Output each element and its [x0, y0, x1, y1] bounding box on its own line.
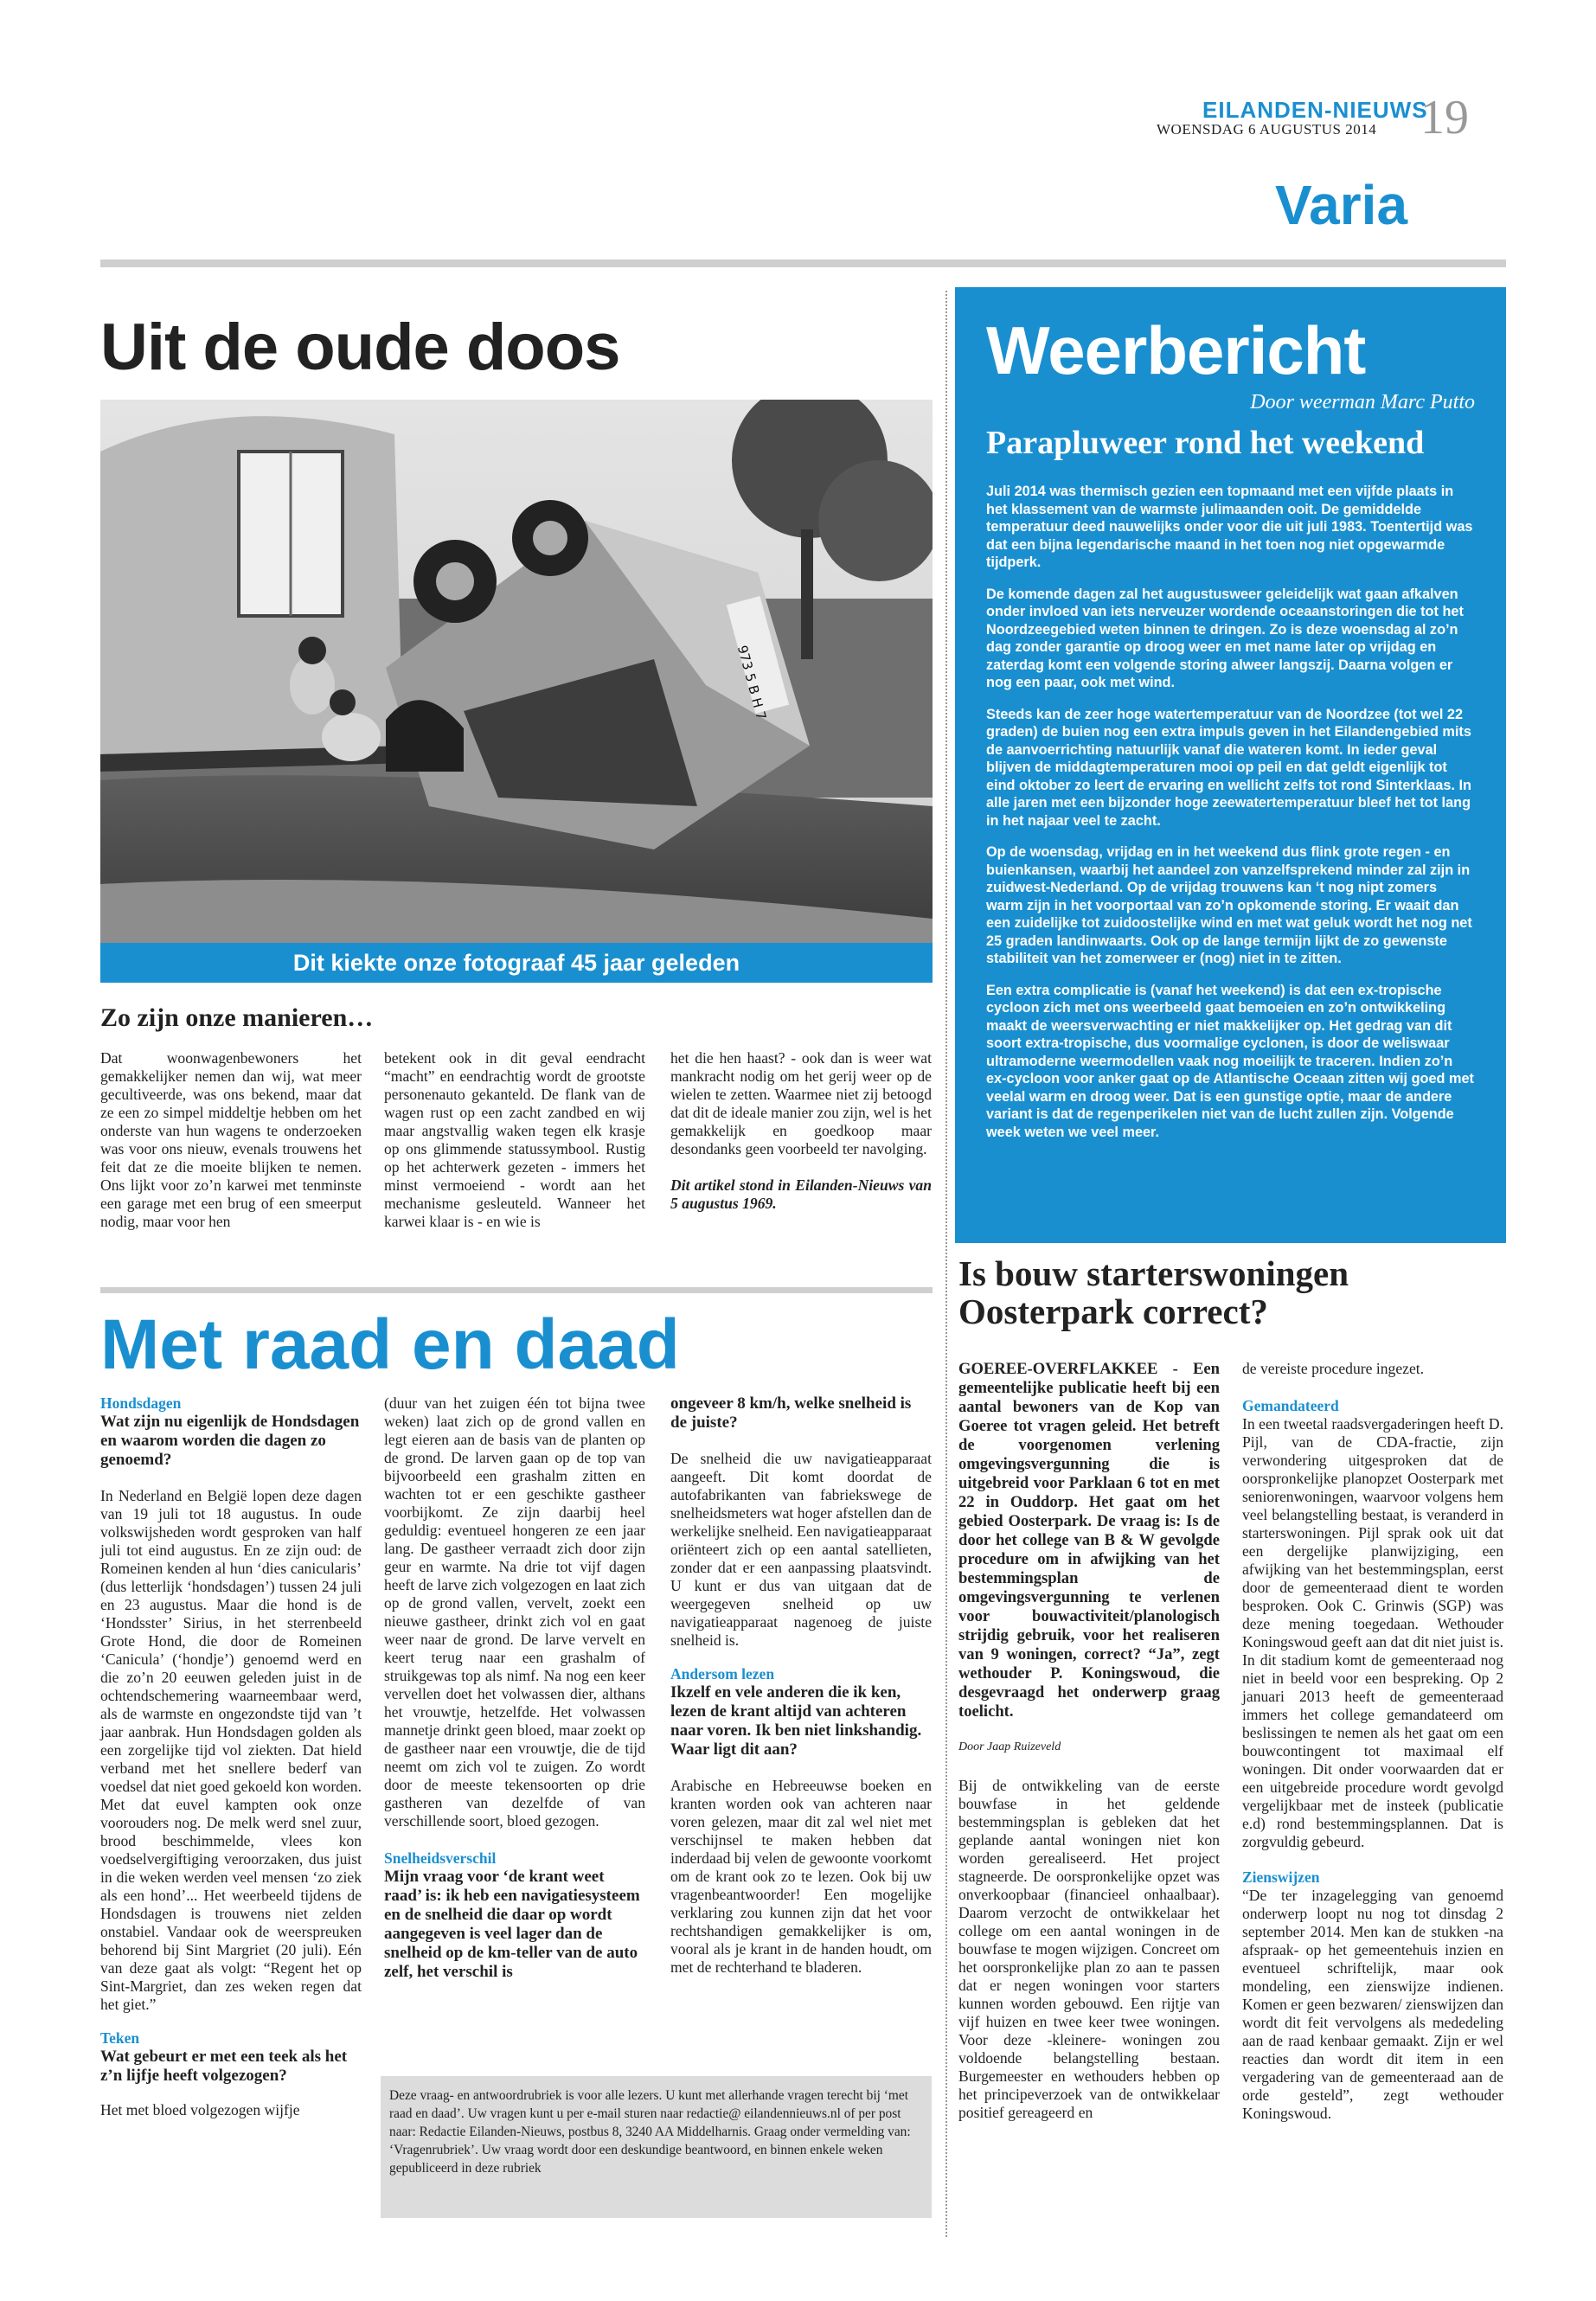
raad-answer: De snelheid die uw navigatieapparaat aangeeft. Dit komt doordat de autofabrikanten van fabriekswege de snelheidsmeters wat hoger afstellen dan de werkelijke snelheid. Een navigatieapparaat oriënteert zich op een aantal satellieten, zonder dat er een aanpassing plaatsvindt. U kunt er dus van uitgaan dat de weergegeven snelheid op uw navigatieapparaat nagenoeg de juiste snelheid is.	[670, 1450, 932, 1649]
raad-headline: Met raad en daad	[100, 1305, 680, 1384]
page-number: 19	[1420, 91, 1469, 144]
bouw-body: “De ter inzagelegging van genoemd onderwerp loopt nu nog tot dinsdag 2 september 2014. Men kan de stukken -na afspraak- op het gemeentehuis inzien en eventueel schriftelijk, maar ook mondeling, een zienswijze indienen. Komen er geen bezwaren/ zienswijzen dan wordt dit feit vervolgens als mededeling aan de raad kenbaar gemaakt. Zijn er wel reacties dan wordt dit item in een vergadering van de gemeenteraad aan de orde gesteld”, zegt wethouder Koningswoud.	[1242, 1887, 1503, 2122]
oude-doos-col1: Dat woonwagenbewoners het gemakkelijker nemen dan wij, wat meer gecultiveerde, was ons bekend, maar dat ze een zo simpel middeltje hebben om het onderste van hun wagens te onderzoeken was voor ons nieuw, evenals trouwens het feit dat ze die moeite blijken te nemen. Ons lijkt voor zo’n karwei met tenminste een garage met een brug of een smeerput nodig, maar voor hen	[100, 1049, 362, 1230]
raad-answer: Arabische en Hebreeuwse boeken en kranten worden ook van achteren naar voren gelezen, maar dit zal wel niet met verschijnsel te maken hebben dat inderdaad bij velen de gewoonte voorkomt om de krant ook zo te lezen. Ook bij uw vragenbeantwoorder! Een mogelijke verklaring zou kunnen zijn dat het voor rechtshandigen gemakkelijker is om, vooral als je krant in de handen houdt, om met de rechterhand te bladeren.	[670, 1777, 932, 1976]
weather-subtitle: Parapluweer rond het weekend	[986, 425, 1425, 461]
weather-paragraph: De komende dagen zal het augustusweer geleidelijk wat gaan afkalven onder invloed van iets nerveuzer wordende oceaanstoringen die tot het Noordzeegebied weten binnen te dringen. Zo is deze woensdag al zo’n dag zonder garantie op droog weer en met name later op vrijdag en zaterdag komt een volgende storing alweer langszij. Daarna volgen er nog een paar, ook met wind.	[986, 586, 1464, 690]
raad-question: Mijn vraag voor ‘de krant weet raad’ is: ik heb een navigatiesysteem en de snelheid die daar op wordt aangegeven is veel lager dan de snelheid op de km-teller van de auto zelf, het verschil is	[384, 1868, 640, 1981]
bouw-subhead: Gemandateerd	[1242, 1397, 1339, 1414]
bouw-body: Bij de ontwikkeling van de eerste bouwfase in het geldende bestemmingsplan is gebleken dat het geplande aantal woningen niet kon worden gerealiseerd. Het project stagneerde. De oorspronkelijke opzet was onverkoopbaar (financieel onhaalbaar). Daarom verzocht de ontwikkelaar het college om een aantal woningen in de bouwfase te mogen wijzigen. Concreet om het oorspronkelijke plan zo aan te passen dat er negen woningen voor starters kunnen worden gebouwd. Een rijtje van vijf huizen en twee keer twee woningen. Voor deze -kleinere- woningen zou voldoende belangstelling bestaan. Burgemeester en wethouders hebben op het principeverzoek van de ontwikkelaar positief gereageerd en	[958, 1777, 1220, 2121]
raad-question: ongeveer 8 km/h, welke snelheid is de juiste?	[670, 1394, 912, 1432]
oude-doos-headline: Uit de oude doos	[100, 311, 620, 384]
oude-doos-col2: betekent ook in dit geval eendracht “macht” en eendrachtig wordt de grootste personenauto gekanteld. De flank van de wagen rust op een zacht zandbed en wij maar angstvallig waken tegen elk krasje op ons glimmende statussymbool. Rustig op het achterwerk gezeten - immers het minst vermoeiend - wordt aan het mechanisme gesleuteld. Wanneer het karwei klaar is - en wie is	[384, 1049, 645, 1230]
raad-answer: (duur van het zuigen één tot bijna twee weken) laat zich op de grond vallen en legt eieren aan de basis van de planten op de grond. De larven gaan op de top van bijvoorbeeld een grashalm zitten en wachten tot er een geschikte gastheer voorbijkomt. Ze zijn daarbij heel geduldig: eventueel hongeren ze een jaar lang. De gastheer verraadt zich door zijn geur en warmte. Na drie tot vijf dagen heeft de larve zich volgezogen en laat zich op de grond vallen, vervelt, zoekt een nieuwe gastheer, drinkt zich vol en gaat weer naar de grond. De larve vervelt en keert terug naar een grashalm of struikgewas top als nimf. Na nog een keer vervellen doet het volwassen dier, althans het vrouwtje, hetzelfde. Het volwassen mannetje drinkt geen bloed, maar zoekt op de gastheer naar een vrouwtje, die de tijd neemt om zich vol te zuigen. Zo wordt door de meeste tekensoorten op drie gastheren van dezelfde of van verschillende soort, bloed gezogen.	[384, 1394, 645, 1830]
oude-doos-note: Dit artikel stond in Eilanden-Nieuws van 5 augustus 1969.	[670, 1176, 932, 1212]
raad-answer: In Nederland en België lopen deze dagen van 19 juli tot 18 augustus. In oude volkswijsheden wordt gesproken van half juli tot eind augustus. En ze zijn oud: de Romeinen kenden al hun ‘dies canicularis’ (dus letterlijk ‘hondsdagen’) tussen 24 juli en 23 augustus. Maar die hond is de ‘Hondsster’ Sirius, in het sterrenbeeld Grote Hond, die door de Romeinen ‘Canicula’ (‘hondje’) genoemd werd en die zo’n 20 eeuwen geleden juist in de ochtendschemering waarneembaar werd, als de warmste en ongezondste tijd van ’t jaar aanbrak. Hun Hondsdagen golden als een zorgelijke tijd vol ziekten. Dat hield verband met het snellere bederf van voedsel dat niet goed gekoeld kon worden. Met dat euvel kampten ook onze voorouders nog. De melk werd snel zuur, brood beschimmelde, vlees kon voedselvergiftiging veroorzaken, dus juist in die weken werden veel mensen ‘zo ziek als een hond’... Het weerbeeld tijdens de Hondsdagen is trouwens niet zelden onstabiel. Vandaar ook de weerspreuken behorend bij Sint Margriet (20 juli). Eén van deze gaat als volgt: “Regent het op Sint-Margriet, dan zes weken regen dat het giet.”	[100, 1487, 362, 2013]
weather-paragraph: Juli 2014 was thermisch gezien een topmaand met een vijfde plaats in het klassement van de warmste julimaanden ooit. De gemiddelde temperatuur deed nauwelijks onder voor die uit juli 1983. Toentertijd was dat een bijna legendarische maand in het toen nog niet opgewarmde tijdperk.	[986, 484, 1473, 570]
oude-doos-subtitle: Zo zijn onze manieren…	[100, 1003, 374, 1032]
bouw-headline: Is bouw starterswoningen Oosterpark correct?	[958, 1253, 1349, 1331]
oude-doos-col3: het die hen haast? - ook dan is weer wat mankracht nodig om het gerij weer op de wielen te zetten. Waarmee niet zij betoogd dat dit de ideale manier zou zijn, wel is het gemakkelijk en goedkoop maar desondanks geen voorbeeld ter navolging.	[670, 1049, 932, 1157]
bouw-body: de vereiste procedure ingezet.	[1242, 1360, 1425, 1377]
license-plate-text: 973 5 B H 7	[734, 644, 770, 722]
bouw-subhead: Zienswijzen	[1242, 1868, 1320, 1886]
raad-subhead: Hondsdagen	[100, 1394, 182, 1412]
section-title: Varia	[1275, 174, 1408, 236]
raad-subhead: Snelheidsverschil	[384, 1849, 497, 1867]
top-rule	[100, 260, 1506, 267]
raad-info-box: Deze vraag- en antwoordrubriek is voor alle lezers. U kunt met allerhande vragen terecht bij ‘met raad en daad’. Uw vragen kunt u per e-mail sturen naar redactie@ eilandennieuws.nl of per post naar: Redactie Eilanden-Nieuws, postbus 8, 3240 AA Middelharnis. Graag onder vermelding van: ‘Vragenrubriek’. Uw vraag wordt door een deskundige beantwoord, en binnen enkele weken gepubliceerd in deze rubriek	[381, 2076, 932, 2218]
column-divider	[945, 291, 947, 2237]
masthead-name: EILANDEN-NIEUWS	[1202, 97, 1428, 123]
weather-box	[955, 287, 1506, 1243]
weather-paragraph: Steeds kan de zeer hoge watertemperatuur van de Noordzee (tot wel 22 graden) de buien nog een extra impuls geven in het Eilandengebied mits de aanvoerrichting natuurlijk vanaf die wateren komt. In ieder geval blijven de middagtemperaturen mooi op peil en dat geldt eigenlijk tot eind oktober zo leert de ervaring en wellicht zelfs tot rond Sinterklaas. In alle jaren met een bijzonder hoge zeewatertemperatuur bleef het tot lang in het najaar veel te zacht.	[986, 706, 1471, 829]
weather-byline: Door weerman Marc Putto	[1250, 391, 1475, 413]
raad-question: Ikzelf en vele anderen die ik ken, lezen de krant altijd van achteren naar voren. Ik ben niet linkshandig. Waar ligt dit aan?	[670, 1683, 922, 1759]
masthead-date: WOENSDAG 6 AUGUSTUS 2014	[1157, 121, 1377, 138]
raad-subhead: Andersom lezen	[670, 1665, 775, 1682]
raad-question: Wat gebeurt er met een teek als het z’n lijfje heeft volgezogen?	[100, 2048, 348, 2085]
weather-headline: Weerbericht	[986, 312, 1366, 388]
archive-photo	[100, 400, 933, 943]
raad-subhead: Teken	[100, 2029, 140, 2047]
weather-body	[986, 483, 1476, 1155]
mid-rule	[100, 1287, 933, 1293]
bouw-body: In een tweetal raadsvergaderingen heeft D. Pijl, van de CDA-fractie, zijn verwondering uitgesproken dat de oorspronkelijke planopzet Oosterpark met seniorenwoningen, waarvoor volgens hem veel belangstelling bestaat, is veranderd in starterswoningen. Pijl sprak ook uit dat een dergelijke planwijziging, een afwijking van het bestemmingsplan, eerst door de gemeenteraad dient te worden besproken. Ook C. Grinwis (SGP) was deze mening toegedaan. Wethouder Koningswoud geeft aan dat dit niet juist is. In dit stadium komt de gemeenteraad nog niet in beeld voor een bespreking. Op 2 januari 2013 heeft de gemeenteraad immers het college gemandateerd om beslissingen te nemen als het gaat om een bouwcontingent tot maximaal elf woningen. Dit onder voorwaarden dat er een uitgebreide procedure wordt gevolgd vergelijkbaar met de insteek (publicatie e.d) rond bestemmingsplannen. Dat is zorgvuldig gebeurd.	[1242, 1415, 1503, 1850]
weather-paragraph: Op de woensdag, vrijdag en in het weekend dus flink grote regen - en buienkansen, waarbij het aandeel zon vanzelfsprekend minder zal zijn in zuidwest-Nederland. Op de vrijdag trouwens kan ‘t nog nipt zomers warm zijn in het voorportaal van zo’n opkomende storing. Er waait dan een zuidelijke tot zuidoostelijke wind en met wat geluk wordt het nog net 25 graden landinwaarts. Ook op de lange termijn lijkt de zo gewenste stabiliteit van het zomerweer er (nog) niet in te zitten.	[986, 844, 1472, 966]
bouw-intro: GOEREE-OVERFLAKKEE - Een gemeentelijke publicatie heeft bij een aantal bewoners van de Kop van Goeree tot vragen geleid. Het betreft de voorgenomen verlening omgevingsvergunning die is uitgebreid voor Parklaan 6 tot en met 22 in Ouddorp. Het gaat om het gebied Oosterpark. De vraag is: Is de door het college van B & W gevolgde procedure om in afwijking van het bestemmingsplan de omgevingsvergunning te verlenen voor bouwactiviteit/planologisch strijdig gebruik, voor het realiseren van 9 woningen, correct? “Ja”, zegt wethouder P. Koningswoud, die desgevraagd het onderwerp graag toelicht.	[958, 1360, 1220, 1721]
raad-answer: Het met bloed volgezogen wijfje	[100, 2101, 300, 2118]
raad-question: Wat zijn nu eigenlijk de Hondsdagen en waarom worden die dagen zo genoemd?	[100, 1413, 360, 1469]
photo-caption: Dit kiekte onze fotograaf 45 jaar geleden	[100, 943, 933, 983]
bouw-byline: Door Jaap Ruizeveld	[958, 1740, 1061, 1753]
weather-paragraph: Een extra complicatie is (vanaf het weekend) is dat een ex-tropische cycloon zich met ons weerbeeld gaat bemoeien en zo’n ontwikkeling maakt de weersverwachting er niet makkelijker op. Het gedrag van dit soort extra-tropische, dus voormalige cyclonen, is door de weliswaar ultramoderne weermodellen vaak nog moeilijk te traceren. Indien zo’n ex-cycloon voor anker gaat op de Atlantische Oceaan zitten wij goed met veelal warm en droog weer. Dat is een gunstige optie, maar de andere variant is dat de regenperikelen niet van de lucht zullen zijn. Volgende week weten we veel meer.	[986, 982, 1474, 1140]
